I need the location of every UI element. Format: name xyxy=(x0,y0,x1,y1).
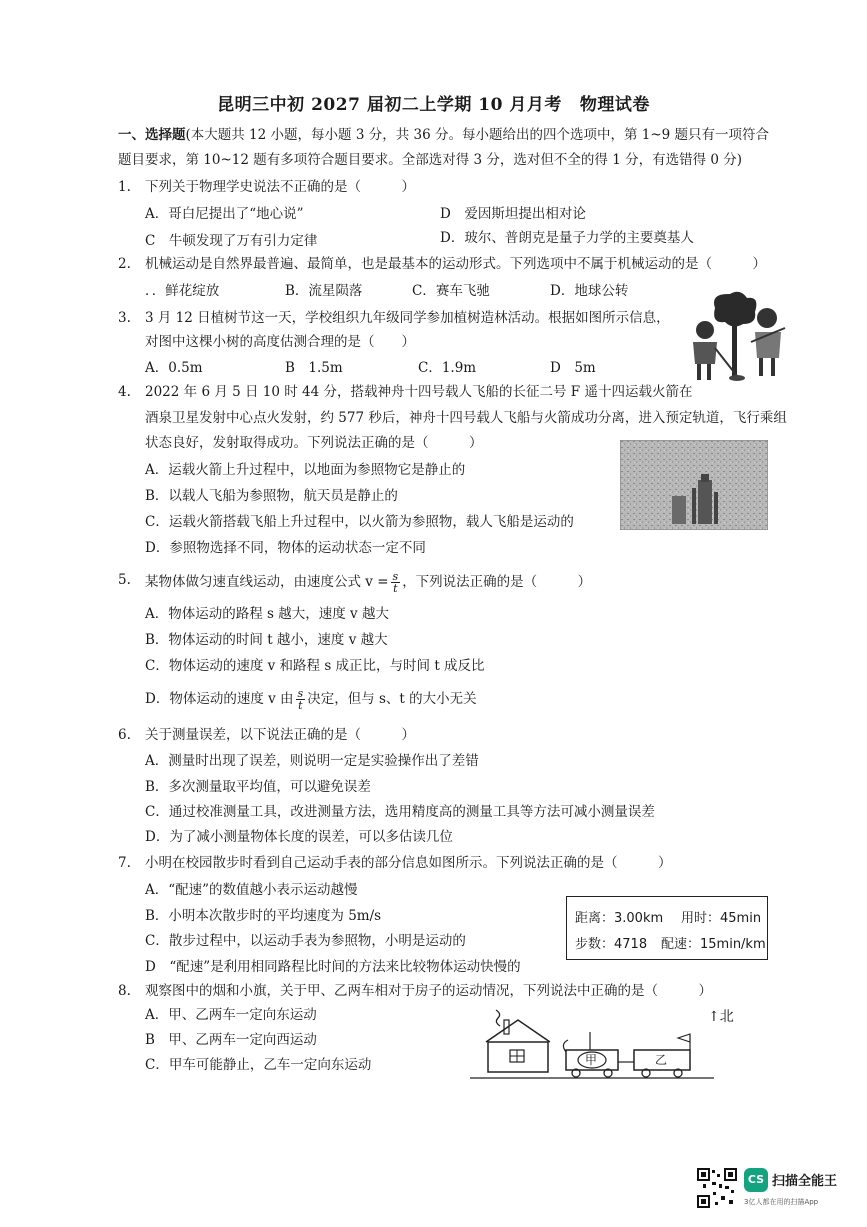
q1-option-d2: D．玻尔、普朗克是量子力学的主要奠基人 xyxy=(440,230,694,246)
q5-option-a: A．物体运动的路程 s 越大，速度 v 越大 xyxy=(145,606,389,622)
north-indicator: ↑北 xyxy=(708,1009,734,1025)
title-main: 昆明三中初 2027 届初二上学期 10 月月考 xyxy=(217,95,562,115)
q4-option-d: D．参照物选择不同，物体的运动状态一定不同 xyxy=(145,540,426,556)
q3-option-c: C．1.9m xyxy=(418,360,477,376)
q5-option-b: B．物体运动的时间 t 越小，速度 v 越大 xyxy=(145,632,388,648)
q8-option-a: A．甲、乙两车一定向东运动 xyxy=(145,1007,317,1023)
q2-option-b: B．流星陨落 xyxy=(285,283,363,299)
q4-text-line2: 酒泉卫星发射中心点火发射，约 577 秒后，神舟十四号载人飞船与火箭成功分离，进入预定轨道，飞行乘组 xyxy=(145,410,787,426)
q4-text-line1: 2022 年 6 月 5 日 10 时 44 分，搭载神舟十四号载人飞船的长征二号 F 遥十四运载火箭在 xyxy=(145,384,693,400)
watch-steps: 步数：4718 xyxy=(575,937,648,952)
q3-option-d: D 5m xyxy=(550,360,596,376)
q1-option-c: C 牛顿发现了万有引力定律 xyxy=(145,233,318,249)
q1-text: 下列关于物理学史说法不正确的是（ ） xyxy=(145,179,415,195)
page-title xyxy=(0,90,867,115)
qr-code-icon xyxy=(697,1168,737,1208)
section-instructions: 一、选择题(本大题共 12 小题，每小题 3 分，共 36 分。每小题给出的四个选项中，第 1~9 题只有一项符合 xyxy=(118,127,770,143)
q6-option-b: B．多次测量取平均值，可以避免误差 xyxy=(145,779,371,795)
rocket-launch-photo xyxy=(620,440,768,530)
q4-number: 4. xyxy=(118,384,131,400)
q3-text-line2: 对图中这棵小树的高度估测合理的是（ ） xyxy=(145,334,415,350)
q8-option-b: B 甲、乙两车一定向西运动 xyxy=(145,1032,317,1048)
q7-option-d: D “配速”是利用相同路程比时间的方法来比较物体运动快慢的 xyxy=(145,959,521,975)
q1-option-a: A．哥白尼提出了“地心说” xyxy=(145,206,304,222)
q4-text-line3: 状态良好，发射取得成功。下列说法正确的是（ ） xyxy=(145,435,483,451)
q5-number: 5. xyxy=(118,572,131,588)
section-heading: 一、选择题 xyxy=(118,127,186,143)
q8-number: 8. xyxy=(118,983,131,999)
q4-option-b: B．以载人飞船为参照物，航天员是静止的 xyxy=(145,488,398,504)
q6-number: 6. xyxy=(118,727,131,743)
house-cars-diagram xyxy=(468,1006,718,1080)
car-yi-label: 乙 xyxy=(655,1053,668,1067)
q5-option-c: C．物体运动的速度 v 和路程 s 成正比，与时间 t 成反比 xyxy=(145,658,485,674)
watch-time: 用时：45min xyxy=(681,911,762,926)
speed-formula-fraction: $\frac{s}{t}$ xyxy=(392,570,399,595)
q1-number: 1. xyxy=(118,179,131,195)
q6-option-a: A．测量时出现了误差，则说明一定是实验操作出了差错 xyxy=(145,753,479,769)
q6-option-c: C．通过校准测量工具，改进测量方法，选用精度高的测量工具等方法可减小测量误差 xyxy=(145,804,655,820)
q4-option-c: C．运载火箭搭载飞船上升过程中，以火箭为参照物，载人飞船是运动的 xyxy=(145,514,574,530)
q7-number: 7. xyxy=(118,855,131,871)
sports-watch-info-box xyxy=(566,896,768,960)
q5-option-d: D．物体运动的速度 v 由 $\frac{s}{t}$ 决定，但与 s、t 的大小无关 xyxy=(145,687,477,712)
q7-option-b: B．小明本次散步时的平均速度为 5m/s xyxy=(145,908,382,924)
car-jia-label: 甲 xyxy=(585,1053,598,1067)
title-sub: 物理试卷 xyxy=(579,95,650,115)
q6-option-d: D．为了减小测量物体长度的误差，可以多估读几位 xyxy=(145,829,453,845)
q7-option-a: A．“配速”的数值越小表示运动越慢 xyxy=(145,882,358,898)
q2-number: 2. xyxy=(118,256,131,272)
q2-option-d: D．地球公转 xyxy=(550,283,629,299)
scanner-tagline: 3亿人都在用的扫描App xyxy=(744,1198,819,1206)
tree-planting-illustration xyxy=(685,288,795,386)
q2-text: 机械运动是自然界最普遍、最简单，也是最基本的运动形式。下列选项中不属于机械运动的是（ ） xyxy=(145,256,766,272)
q8-option-c: C．甲车可能静止，乙车一定向东运动 xyxy=(145,1057,372,1073)
q8-text: 观察图中的烟和小旗，关于甲、乙两车相对于房子的运动情况，下列说法中正确的是（ ） xyxy=(145,983,712,999)
q3-option-b: B 1.5m xyxy=(285,360,343,376)
q6-text: 关于测量误差，以下说法正确的是（ ） xyxy=(145,727,415,743)
q2-option-c: C．赛车飞驰 xyxy=(412,283,490,299)
q3-number: 3. xyxy=(118,310,131,326)
q2-option-a: ．．鲜花绽放 xyxy=(145,283,220,299)
watch-pace: 配速：15min/km xyxy=(661,937,766,952)
q7-option-c: C．散步过程中，以运动手表为参照物，小明是运动的 xyxy=(145,933,466,949)
section-instructions-line2: 题目要求，第 10~12 题有多项符合题目要求。全部选对得 3 分，选对但不全的得 1 分，有选错得 0 分) xyxy=(118,152,743,168)
q3-text-line1: 3 月 12 日植树节这一天，学校组织九年级同学参加植树造林活动。根据如图所示信息， xyxy=(145,310,670,326)
q3-option-a: A．0.5m xyxy=(145,360,203,376)
speed-formula-fraction-d: $\frac{s}{t}$ xyxy=(297,687,304,712)
q5-text: 某物体做匀速直线运动，由速度公式 v = $\frac{s}{t}$ ，下列说法正确的是（ ） xyxy=(145,570,592,595)
watch-distance: 距离：3.00km xyxy=(575,911,664,926)
q1-option-d: D 爱因斯坦提出相对论 xyxy=(440,206,586,222)
q7-text: 小明在校园散步时看到自己运动手表的部分信息如图所示。下列说法正确的是（ ） xyxy=(145,855,672,871)
camscanner-logo-icon: CS xyxy=(744,1168,768,1192)
scanner-brand: 扫描全能王 xyxy=(772,1174,838,1189)
q4-option-a: A．运载火箭上升过程中，以地面为参照物它是静止的 xyxy=(145,462,466,478)
